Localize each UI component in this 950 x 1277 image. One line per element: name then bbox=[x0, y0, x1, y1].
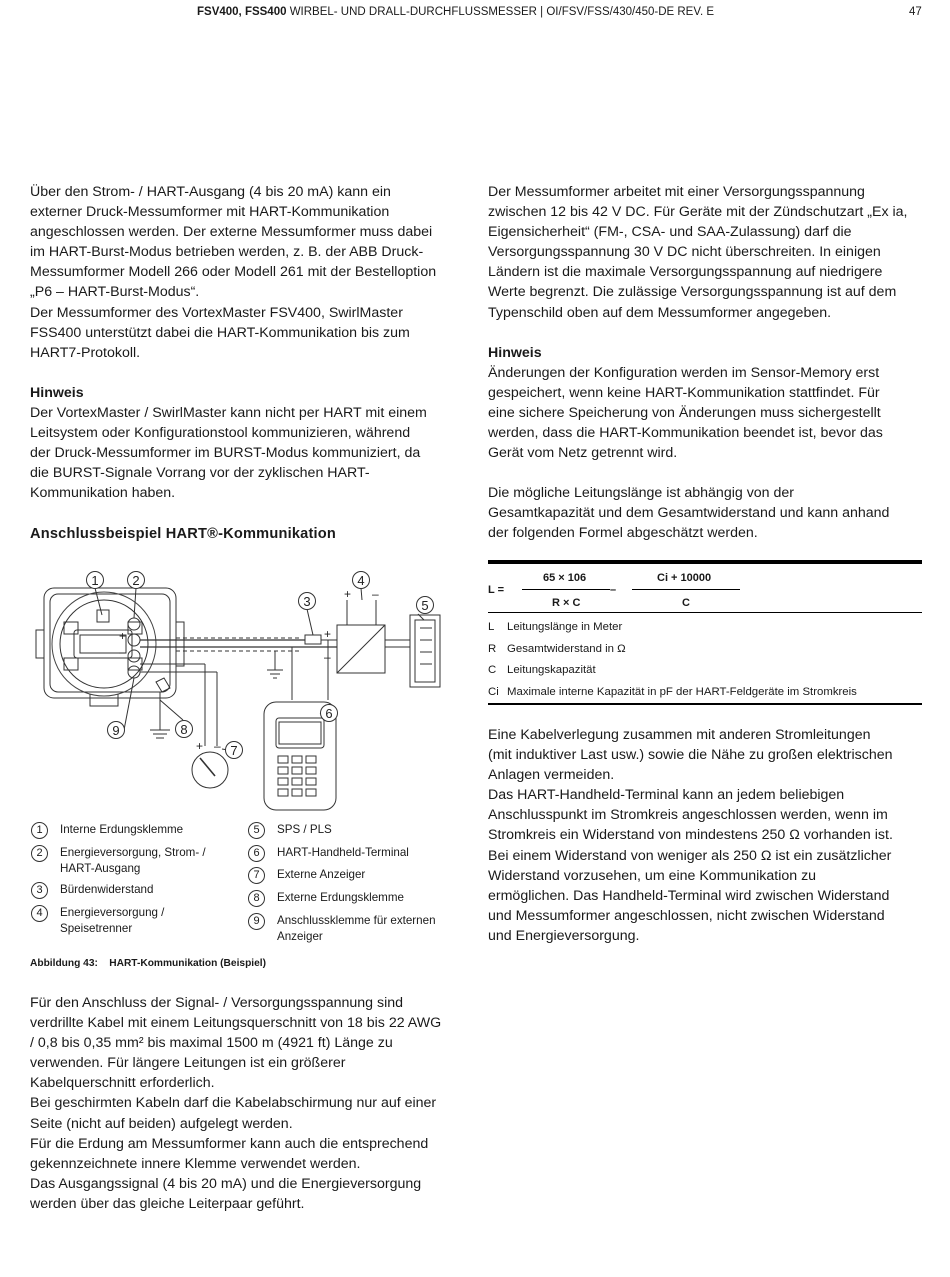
note-paragraph bbox=[30, 403, 470, 503]
text-line: externer Druck-Messumformer mit HART-Kommunikation bbox=[30, 204, 390, 221]
text-line: Typenschild oben auf dem Messumformer angegeben. bbox=[488, 304, 832, 321]
text-line: Messumformer Modell 266 oder Modell 261 mit der Bestelloption bbox=[30, 264, 437, 281]
text-line: „P6 – HART-Burst-Modus“. bbox=[30, 284, 200, 301]
text-line: zwischen 12 bis 42 V DC. Für Geräte mit der Zündschutzart „Ex ia, bbox=[488, 204, 908, 221]
page-number: 47 bbox=[909, 6, 922, 18]
text-line: verdrillte Kabel mit einem Leitungsquerschnitt von 18 bis 22 AWG bbox=[30, 1015, 442, 1032]
installation-paragraph bbox=[488, 725, 928, 946]
text-line: SPS / PLS bbox=[277, 823, 332, 836]
text-line: Ländern ist die maximale Versorgungsspannung auf niedrigere bbox=[488, 264, 883, 281]
text-line: Stromkreis ein Widerstand von mindestens 250 Ω vorhanden ist. bbox=[488, 827, 893, 844]
note-title: Hinweis bbox=[30, 384, 84, 401]
text-line: Anschlusspunkt im Stromkreis angeschlossen werden, wenn im bbox=[488, 807, 888, 824]
text-line: im HART-Burst-Modus betrieben werden, z. B. der ABB Druck- bbox=[30, 244, 424, 261]
text-line: Der Messumformer des VortexMaster FSV400, SwirlMaster bbox=[30, 304, 403, 321]
svg-text:–: – bbox=[324, 650, 331, 664]
formula-denominator-1: R × C bbox=[552, 597, 581, 609]
page-header bbox=[0, 6, 950, 22]
formula-numerator-2: Ci + 10000 bbox=[657, 572, 712, 584]
svg-text:+: + bbox=[324, 627, 332, 641]
text-line: Das Ausgangssignal (4 bis 20 mA) und die Energieversorgung bbox=[30, 1175, 422, 1192]
left-column-intro bbox=[30, 182, 470, 503]
text-line: Eine Kabelverlegung zusammen mit anderen Stromleitungen bbox=[488, 727, 871, 743]
text-line: und Messumformer angeschlossen, nicht zwischen Widerstand bbox=[488, 907, 885, 924]
svg-text:+: + bbox=[119, 629, 127, 643]
text-line: Bei einem Widerstand von weniger als 250 Ω ist ein zusätzlicher bbox=[488, 847, 892, 864]
text-line: Anschlussklemme für externen bbox=[277, 914, 436, 927]
formula-denominator-2: C bbox=[682, 597, 690, 609]
wiring-paragraph bbox=[30, 993, 470, 1214]
text-line: Anlagen vermeiden. bbox=[488, 767, 615, 784]
formula-variable: R Gesamtwiderstand in Ω bbox=[488, 643, 626, 655]
intro-paragraph bbox=[30, 182, 470, 363]
svg-text:1: 1 bbox=[91, 573, 99, 588]
legend-item: 7 Externe Anzeiger bbox=[248, 867, 365, 884]
legend-item: 9 Anschlussklemme für externen Anzeiger bbox=[248, 913, 436, 945]
svg-text:+: + bbox=[196, 739, 204, 753]
callout-3 bbox=[299, 593, 316, 610]
callout-2 bbox=[128, 572, 145, 589]
legend-item: 2 Energieversorgung, Strom- / HART-Ausgang bbox=[31, 845, 206, 877]
callout-5 bbox=[417, 597, 434, 614]
text-line: Kabelquerschnitt erforderlich. bbox=[30, 1075, 215, 1092]
svg-text:–: – bbox=[372, 587, 379, 601]
svg-text:3: 3 bbox=[303, 594, 311, 609]
figure-caption: Abbildung 43: HART-Kommunikation (Beispiel) bbox=[30, 958, 267, 969]
text-line: werden, dass die HART-Kommunikation beendet ist, bevor das bbox=[488, 425, 883, 442]
text-line: Eigensicherheit“ (FM-, CSA- und SAA-Zulassung) darf die bbox=[488, 224, 852, 241]
callout-7 bbox=[226, 742, 243, 759]
callout-1 bbox=[87, 572, 104, 589]
note-paragraph bbox=[488, 363, 928, 463]
terminal-block bbox=[128, 618, 140, 678]
formula-variable: Ci Maximale interne Kapazität in pF der HART-Feldgeräte im Stromkreis bbox=[488, 686, 857, 698]
callout-8 bbox=[176, 721, 193, 738]
text-line: Energieversorgung, Strom- / bbox=[60, 846, 206, 859]
formula-variable: L Leitungslänge in Meter bbox=[488, 621, 623, 633]
svg-text:+: + bbox=[344, 587, 352, 601]
text-line: HART-Handheld-Terminal bbox=[277, 846, 409, 859]
text-line: gekennzeichnete innere Klemme verwendet werden. bbox=[30, 1155, 361, 1172]
formula-variable: C Leitungskapazität bbox=[488, 664, 596, 676]
svg-text:9: 9 bbox=[112, 723, 120, 738]
legend-item: 4 Energieversorgung / Speisetrenner bbox=[31, 905, 164, 937]
text-line: Seite (nicht auf beiden) aufgelegt werden. bbox=[30, 1115, 293, 1132]
text-line: eine sichere Speicherung von Änderungen muss sichergestellt bbox=[488, 404, 881, 421]
text-line: der folgenden Formel abgeschätzt werden. bbox=[488, 525, 758, 542]
text-line: Kommunikation haben. bbox=[30, 485, 176, 502]
text-line: FSS400 unterstützt dabei die HART-Kommunikation bis zum bbox=[30, 324, 410, 341]
text-line: Externe Erdungsklemme bbox=[277, 891, 404, 904]
text-line: ermöglichen. Das Handheld-Terminal wird zwischen Widerstand bbox=[488, 887, 890, 904]
text-line: Gesamtkapazität und dem Gesamtwiderstand und kann anhand bbox=[488, 505, 890, 522]
text-line: Das HART-Handheld-Terminal kann an jedem beliebigen bbox=[488, 787, 845, 804]
svg-text:8: 8 bbox=[180, 722, 188, 737]
callout-9 bbox=[108, 722, 125, 739]
text-line: (mit induktiver Last usw.) sowie die Nähe zu großen elektrischen bbox=[488, 747, 893, 764]
svg-text:2: 2 bbox=[132, 573, 140, 588]
text-line: Gerät vom Netz getrennt wird. bbox=[488, 445, 678, 462]
burden-resistor bbox=[305, 635, 321, 644]
text-line: HART7-Protokoll. bbox=[30, 344, 141, 361]
svg-text:5: 5 bbox=[421, 598, 429, 613]
formula-numerator-1: 65 × 106 bbox=[543, 572, 587, 584]
cable-length-paragraph bbox=[488, 483, 928, 543]
left-column-wiring-text bbox=[30, 993, 470, 1214]
text-line: Die mögliche Leitungslänge ist abhängig von der bbox=[488, 485, 795, 502]
callout-4 bbox=[353, 572, 370, 589]
text-line: Speisetrenner bbox=[60, 922, 133, 935]
legend-item: 5 SPS / PLS bbox=[248, 822, 332, 839]
text-line: Anzeiger bbox=[277, 930, 323, 943]
right-column-installation-text bbox=[488, 725, 928, 946]
text-line: die BURST-Signale Vorrang vor der zyklischen HART- bbox=[30, 465, 370, 482]
text-line: angeschlossen werden. Der externe Messumformer muss dabei bbox=[30, 224, 433, 241]
legend-item: 3 Bürdenwiderstand bbox=[31, 882, 153, 899]
text-line: Versorgungsspannung 30 V DC nicht überschreiten. In einigen bbox=[488, 244, 881, 261]
text-line: Der VortexMaster / SwirlMaster kann nicht per HART mit einem bbox=[30, 404, 427, 421]
text-line: und Energieversorgung. bbox=[488, 927, 640, 944]
text-line: verwenden. Für längere Leitungen ist ein größerer bbox=[30, 1055, 346, 1072]
text-line: Änderungen der Konfiguration werden im Sensor-Memory erst bbox=[488, 364, 880, 381]
text-line: Werte begrenzt. Die zulässige Versorgungsspannung ist auf dem bbox=[488, 284, 897, 301]
text-line: Widerstand vorzusehen, um eine Kommunikation zu bbox=[488, 867, 817, 884]
document-title: FSV400, FSS400 WIRBEL- UND DRALL-DURCHFLUSSMESSER | OI/FSV/FSS/430/450-DE REV. E bbox=[197, 6, 715, 18]
text-line: Interne Erdungsklemme bbox=[60, 823, 184, 836]
text-line: HART-Ausgang bbox=[60, 862, 141, 875]
svg-text:4: 4 bbox=[357, 573, 365, 588]
text-line: Der Messumformer arbeitet mit einer Versorgungsspannung bbox=[488, 184, 865, 200]
right-column-intro bbox=[488, 182, 928, 544]
svg-text:7: 7 bbox=[230, 743, 238, 758]
text-line: der Druck-Messumformer im BURST-Modus kommuniziert, da bbox=[30, 445, 421, 462]
legend-item: 1 Interne Erdungsklemme bbox=[31, 822, 183, 839]
text-line: Über den Strom- / HART-Ausgang (4 bis 20 mA) kann ein bbox=[30, 184, 391, 200]
text-line: werden über das gleiche Leiterpaar geführt. bbox=[30, 1195, 305, 1212]
callout-6 bbox=[321, 705, 338, 722]
formula-minus: – bbox=[610, 584, 617, 596]
text-line: Externe Anzeiger bbox=[277, 868, 366, 881]
section-heading: Anschlussbeispiel HART®-Kommunikation bbox=[30, 526, 337, 542]
note-title: Hinweis bbox=[488, 344, 542, 361]
text-line: Für den Anschluss der Signal- / Versorgungsspannung sind bbox=[30, 995, 404, 1011]
hart-wiring-diagram bbox=[30, 560, 450, 815]
text-line: Leitsystem oder Konfigurationstool kommunizieren, während bbox=[30, 425, 411, 442]
svg-text:–: – bbox=[214, 739, 221, 753]
formula-lhs: L = bbox=[488, 584, 505, 596]
text-line: Für die Erdung am Messumformer kann auch die entsprechend bbox=[30, 1135, 429, 1152]
text-line: / 0,8 bis 0,35 mm² bis maximal 1500 m (4921 ft) Länge zu bbox=[30, 1035, 393, 1052]
legend-item: 8 Externe Erdungsklemme bbox=[248, 890, 404, 907]
text-line: gespeichert, wenn keine HART-Kommunikation stattfindet. Für bbox=[488, 384, 880, 401]
text-line: Bei geschirmten Kabeln darf die Kabelabschirmung nur auf einer bbox=[30, 1095, 437, 1112]
svg-text:–: – bbox=[119, 645, 126, 659]
legend-item: 6 HART-Handheld-Terminal bbox=[248, 845, 409, 862]
svg-text:6: 6 bbox=[325, 706, 333, 721]
text-line: Bürdenwiderstand bbox=[60, 883, 154, 896]
supply-voltage-paragraph bbox=[488, 182, 928, 323]
text-line: Energieversorgung / bbox=[60, 906, 165, 919]
